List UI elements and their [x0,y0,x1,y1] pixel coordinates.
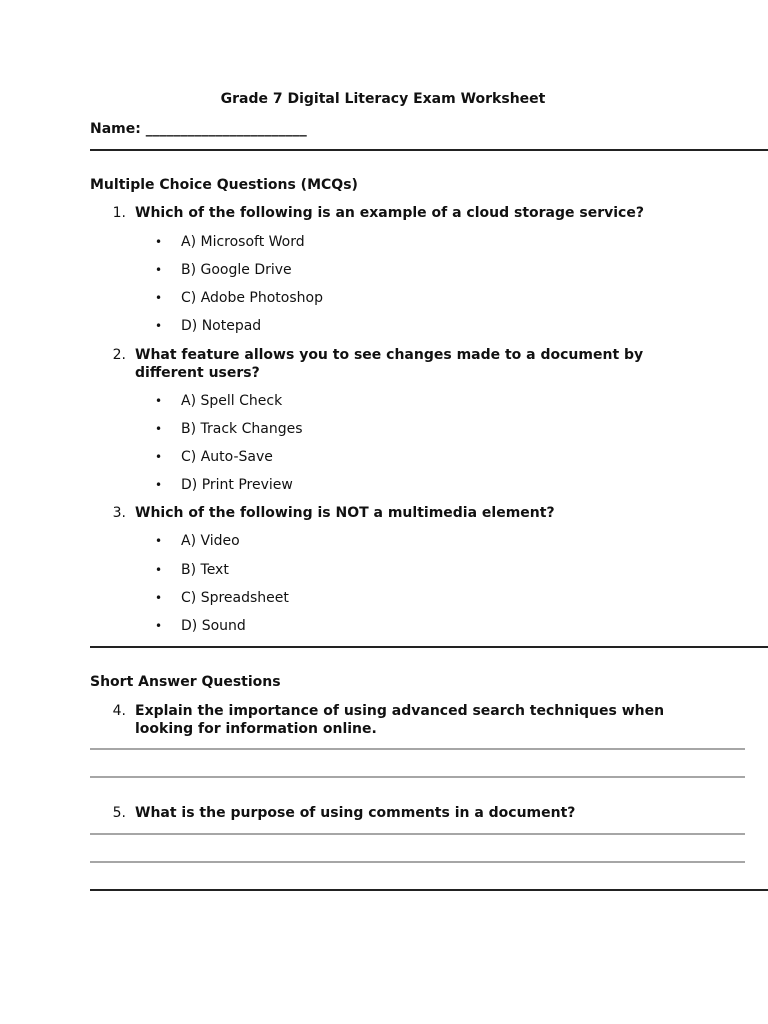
question-3 [90,504,690,522]
short-answer-section-title: Short Answer Questions [90,674,281,690]
option-label: C) Adobe Photoshop [181,290,323,306]
option-label: A) Video [181,533,240,549]
option-label: B) Text [181,562,229,578]
mcq-section-title: Multiple Choice Questions (MCQs) [90,177,358,193]
option-3b[interactable] [155,561,229,579]
option-label: C) Auto-Save [181,449,273,465]
bullet-icon: • [155,591,163,605]
question-number: 2. [112,347,126,363]
answer-line[interactable] [90,748,745,750]
option-3c[interactable] [155,589,289,607]
question-number: 3. [112,505,126,521]
option-label: B) Google Drive [181,262,292,278]
bullet-icon: • [155,422,163,436]
question-number: 1. [112,205,126,221]
bullet-icon: • [155,619,163,633]
option-2a[interactable] [155,392,282,410]
question-5 [90,804,690,822]
option-label: A) Microsoft Word [181,234,305,250]
bullet-icon: • [155,478,163,492]
bullet-icon: • [155,450,163,464]
question-text: What is the purpose of using comments in a document? [135,805,576,821]
bullet-icon: • [155,563,163,577]
option-2b[interactable] [155,420,303,438]
worksheet-title: Grade 7 Digital Literacy Exam Worksheet [220,91,546,107]
bullet-icon: • [155,263,163,277]
bullet-icon: • [155,534,163,548]
question-text: What feature allows you to see changes made to a document by different users? [135,347,644,381]
divider [90,646,768,648]
name-field[interactable]: Name: _______________________ [90,121,307,137]
option-label: D) Print Preview [181,477,293,493]
question-4 [90,702,690,738]
option-1a[interactable] [155,233,305,251]
option-1c[interactable] [155,289,323,307]
bullet-icon: • [155,394,163,408]
answer-line[interactable] [90,833,745,835]
bullet-icon: • [155,291,163,305]
option-1b[interactable] [155,261,292,279]
question-2 [90,346,690,382]
bullet-icon: • [155,319,163,333]
option-2d[interactable] [155,476,293,494]
divider [90,889,768,891]
option-label: A) Spell Check [181,393,283,409]
question-text: Explain the importance of using advanced search techniques when looking for information online. [135,703,665,737]
option-1d[interactable] [155,317,261,335]
option-2c[interactable] [155,448,273,466]
option-label: C) Spreadsheet [181,590,289,606]
question-1 [90,204,690,222]
option-3d[interactable] [155,617,246,635]
option-label: D) Notepad [181,318,262,334]
question-text: Which of the following is an example of a cloud storage service? [135,205,644,221]
option-label: B) Track Changes [181,421,303,437]
divider [90,149,768,151]
bullet-icon: • [155,235,163,249]
question-text: Which of the following is NOT a multimedia element? [135,505,555,521]
answer-line[interactable] [90,776,745,778]
option-3a[interactable] [155,532,240,550]
question-number: 4. [112,703,126,719]
question-number: 5. [112,805,126,821]
answer-line[interactable] [90,861,745,863]
option-label: D) Sound [181,618,246,634]
